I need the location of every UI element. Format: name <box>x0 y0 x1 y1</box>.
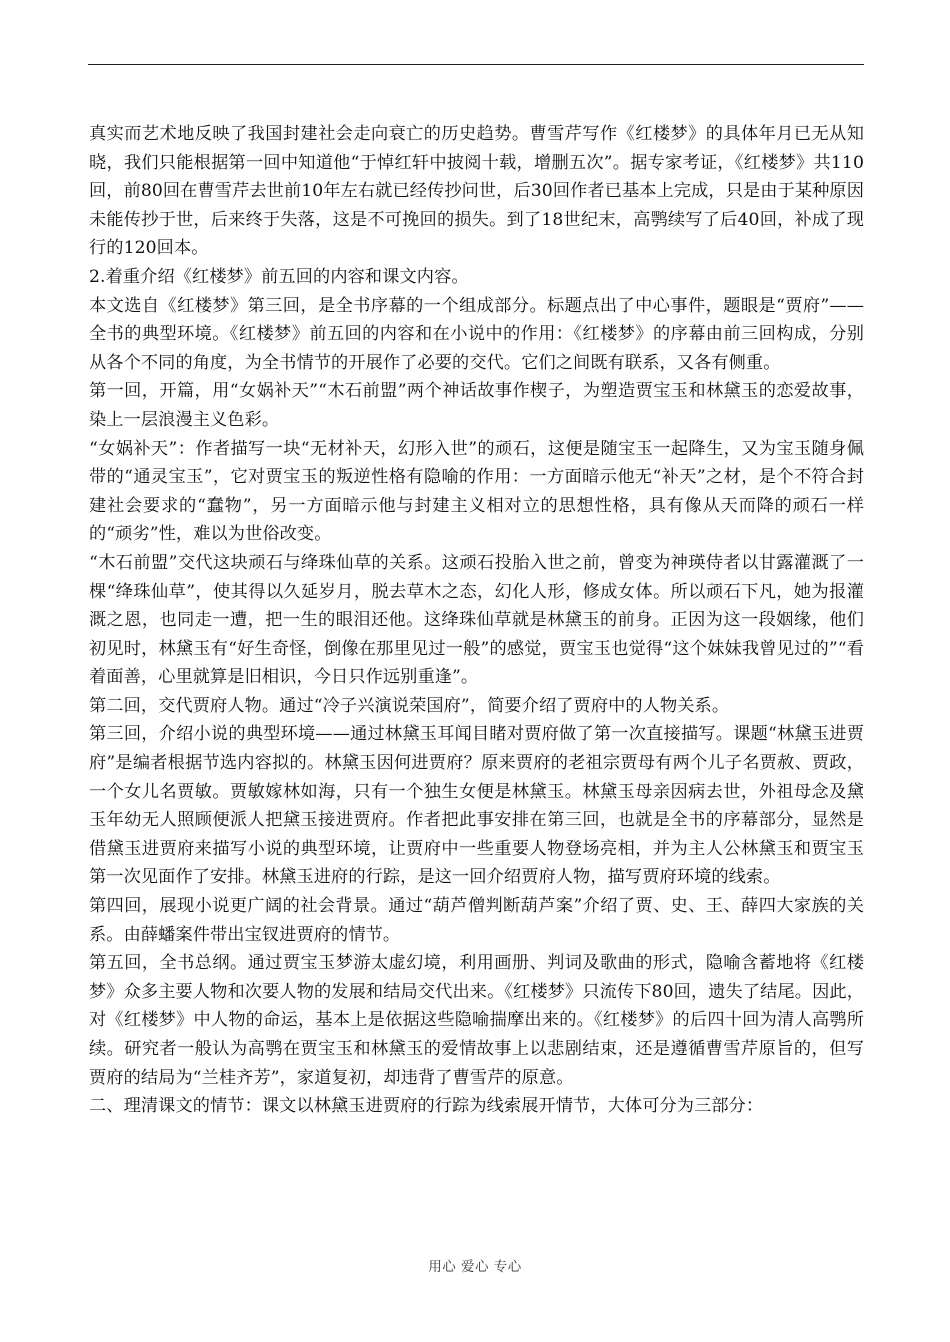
document-body <box>89 120 864 1121</box>
paragraph-chapter-five: 第五回，全书总纲。通过贾宝玉梦游太虚幻境，利用画册、判词及歌曲的形式，隐喻含蓄地将《红楼梦》众多主要人物和次要人物的发展和结局交代出来。《红楼梦》只流传下80回，遗失了结尾。因此，对《红楼梦》中人物的命运，基本上是依据这些隐喻揣摩出来的。《红楼梦》的后四十回为清人高鹗所续。研究者一般认为高鹗在贾宝玉和林黛玉的爱情故事上以悲剧结束，还是遵循曹雪芹原旨的，但写贾府的结局为“兰桂齐芳”，家道复初，却违背了曹雪芹的原意。 <box>89 953 864 1088</box>
paragraph-intro-history: 真实而艺术地反映了我国封建社会走向衰亡的历史趋势。曹雪芹写作《红楼梦》的具体年月已无从知晓，我们只能根据第一回中知道他“于悼红轩中披阅十载，增删五次”。据专家考证，《红楼梦》共110回，前80回在曹雪芹去世前10年左右就已经传抄问世，后30回作者已基本上完成，只是由于某种原因未能传抄于世，后来终于失落，这是不可挽回的损失。到了18世纪末，高鹗续写了后40回，补成了现行的120回本。 <box>89 124 865 259</box>
paragraph-chapter-three-overview: 本文选自《红楼梦》第三回，是全书序幕的一个组成部分。标题点出了中心事件，题眼是“贾府”——全书的典型环境。《红楼梦》前五回的内容和在小说中的作用：《红楼梦》的序幕由前三回构成，分别从各个不同的角度，为全书情节的开展作了必要的交代。它们之间既有联系，又各有侧重。 <box>89 295 864 373</box>
paragraph-nuwa-myth: “女娲补天”：作者描写一块“无材补天，幻形入世”的顽石，这便是随宝玉一起降生，又为宝玉随身佩带的“通灵宝玉”，它对贾宝玉的叛逆性格有隐喻的作用：一方面暗示他无“补天”之材，是个不符合封建社会要求的“蠢物”，另一方面暗示他与封建主义相对立的思想性格，具有像从天而降的顽石一样的“顽劣”性，难以为世俗改变。 <box>89 438 864 545</box>
page-footer: 用心 爱心 专心 <box>428 1259 522 1275</box>
paragraph-wood-stone-pact: “木石前盟”交代这块顽石与绛珠仙草的关系。这顽石投胎入世之前，曾变为神瑛侍者以甘露灌溉了一棵“绛珠仙草”，使其得以久延岁月，脱去草木之态，幻化人形，修成女体。所以顽石下凡，她为报灌溉之恩，也同走一遭，把一生的眼泪还他。这绛珠仙草就是林黛玉的前身。正因为这一段姻缘，他们初见时，林黛玉有“好生奇怪，倒像在那里见过一般”的感觉，贾宝玉也觉得“这个妹妹我曾见过的”“看着面善，心里就算是旧相识，今日只作远别重逢”。 <box>89 552 864 688</box>
paragraph-chapter-two: 第二回，交代贾府人物。通过“冷子兴演说荣国府”，简要介绍了贾府中的人物关系。 <box>89 695 730 716</box>
paragraph-chapter-three: 第三回，介绍小说的典型环境——通过林黛玉耳闻目睹对贾府做了第一次直接描写。课题“林黛玉进贾府”是编者根据节选内容拟的。林黛玉因何进贾府？原来贾府的老祖宗贾母有两个儿子名贾赦、贾政，一个女儿名贾敏。贾敏嫁林如海，只有一个独生女便是林黛玉。林黛玉母亲因病去世，外祖母念及黛玉年幼无人照顾便派人把黛玉接进贾府。作者把此事安排在第三回，也就是全书的序幕部分，显然是借黛玉进贾府来描写小说的典型环境，让贾府中一些重要人物登场亮相，并为主人公林黛玉和贾宝玉第一次见面作了安排。林黛玉进府的行踪，是这一回介绍贾府人物，描写贾府环境的线索。 <box>89 724 864 888</box>
paragraph-section-heading: 2.着重介绍《红楼梦》前五回的内容和课文内容。 <box>89 266 469 287</box>
paragraph-chapter-four: 第四回，展现小说更广阔的社会背景。通过“葫芦僧判断葫芦案”介绍了贾、史、王、薛四大家族的关系。由薛蟠案件带出宝钗进贾府的情节。 <box>89 896 864 945</box>
paragraph-plot-outline: 二、理清课文的情节：课文以林黛玉进贾府的行踪为线索展开情节，大体可分为三部分： <box>89 1096 764 1117</box>
paragraph-chapter-one: 第一回，开篇，用“女娲补天”“木石前盟”两个神话故事作楔子，为塑造贾宝玉和林黛玉的恋爱故事，染上一层浪漫主义色彩。 <box>89 381 864 430</box>
header-rule <box>88 64 864 65</box>
